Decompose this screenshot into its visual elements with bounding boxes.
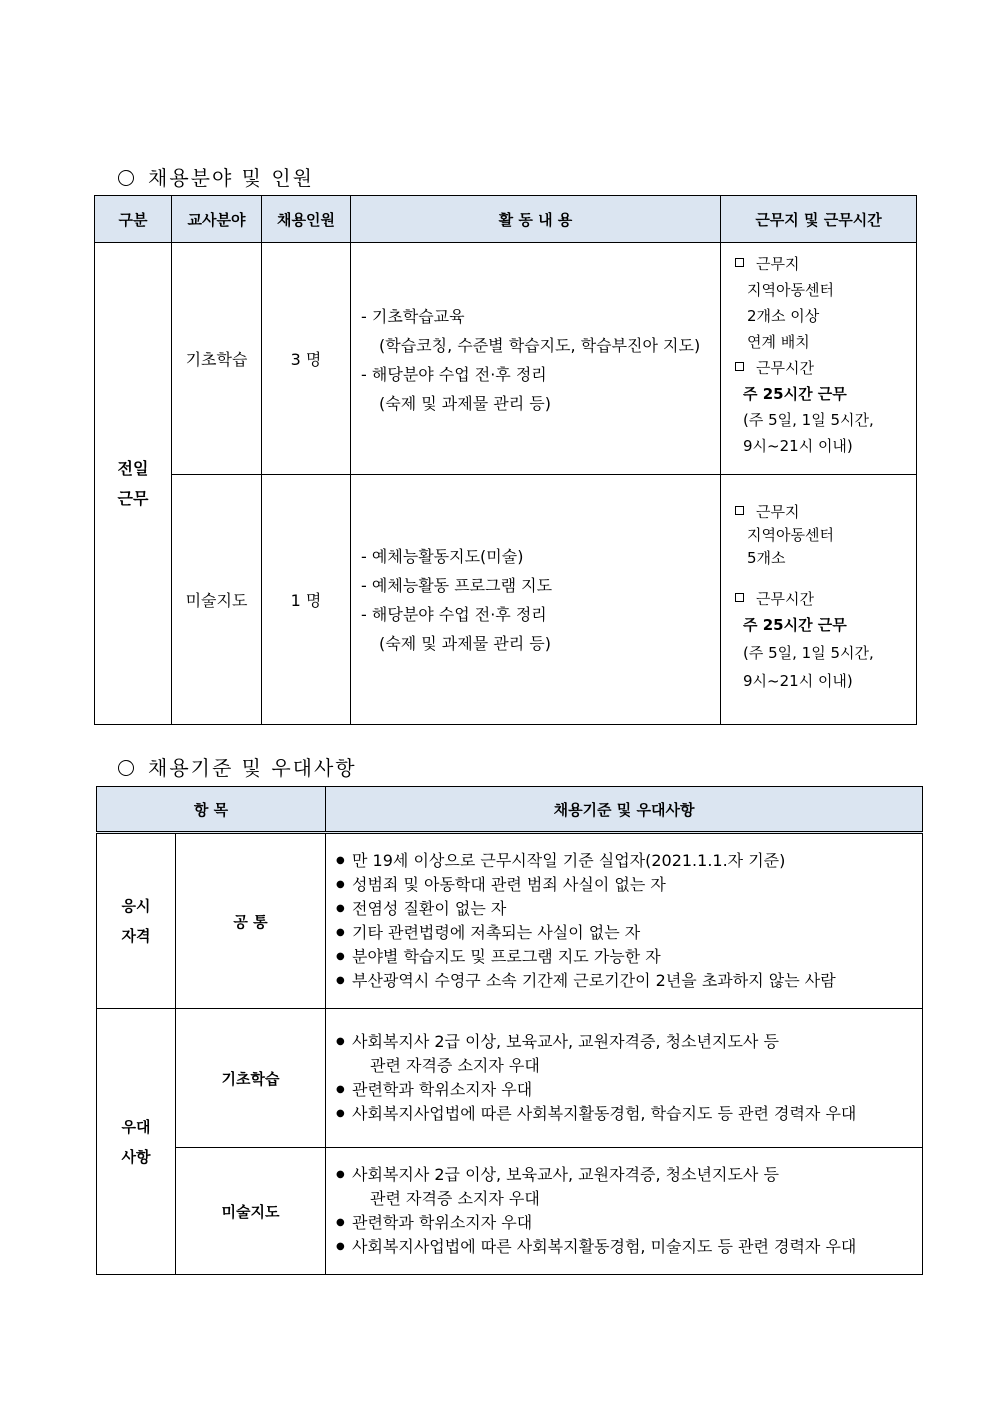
workplace-cell: 근무지 지역아동센터 2개소 이상 연계 배치 근무시간 주 25시간 근무 (주 5일, 1일 5시간, 9시~21시 이내) xyxy=(721,243,917,475)
header-workplace-hours: 근무지 및 근무시간 xyxy=(721,196,917,243)
section1-title: 채용분야 및 인원 xyxy=(118,162,314,191)
table-row xyxy=(97,1009,923,1148)
list-item-continuation: 관련 자격증 소지자 우대 xyxy=(370,1189,540,1208)
activities-cell: - 기초학습교육 (학습코칭, 수준별 학습지도, 학습부진아 지도) - 해당분야 수업 전·후 정리 (숙제 및 과제물 관리 등) xyxy=(351,243,721,475)
criteria-cell xyxy=(326,1148,923,1275)
list-item: ● 성범죄 및 아동학대 관련 범죄 사실이 없는 자 xyxy=(336,873,922,897)
group-apply-qualification: 응시 자격 xyxy=(97,833,176,1009)
circle-bullet-icon xyxy=(118,170,134,186)
list-item: ● 사회복지사 2급 이상, 보육교사, 교원자격증, 청소년지도사 등 xyxy=(336,1030,922,1054)
table-row xyxy=(97,1148,923,1275)
list-item: ● 관련학과 학위소지자 우대 xyxy=(336,1211,922,1235)
table-row xyxy=(97,833,923,1009)
header-item: 항 목 xyxy=(97,787,326,833)
list-item: ● 만 19세 이상으로 근무시작일 기준 실업자(2021.1.1.자 기준) xyxy=(336,849,922,873)
table-row xyxy=(95,243,917,475)
section2-title: 채용기준 및 우대사항 xyxy=(118,752,357,781)
list-item: ● 사회복지사업법에 따른 사회복지활동경험, 학습지도 등 관련 경력자 우대 xyxy=(336,1102,922,1126)
count-cell: 3 명 xyxy=(262,243,351,475)
table-header-row xyxy=(95,196,917,243)
header-activities: 활 동 내 용 xyxy=(351,196,721,243)
field-cell: 기초학습 xyxy=(172,243,262,475)
sub-art-instruction: 미술지도 xyxy=(176,1148,326,1275)
list-item: ● 사회복지사 2급 이상, 보육교사, 교원자격증, 청소년지도사 등 xyxy=(336,1163,922,1187)
list-item: ● 관련학과 학위소지자 우대 xyxy=(336,1078,922,1102)
criteria-cell xyxy=(326,1009,923,1148)
square-bullet-icon xyxy=(735,362,744,371)
group-preference: 우대 사항 xyxy=(97,1009,176,1275)
list-item-continuation: 관련 자격증 소지자 우대 xyxy=(370,1056,540,1075)
header-headcount: 채용인원 xyxy=(262,196,351,243)
field-cell: 미술지도 xyxy=(172,475,262,725)
header-criteria: 채용기준 및 우대사항 xyxy=(326,787,923,833)
square-bullet-icon xyxy=(735,593,744,602)
table-header-row xyxy=(97,787,923,833)
criteria-cell xyxy=(326,833,923,1009)
header-category: 구분 xyxy=(95,196,172,243)
list-item: ● 사회복지사업법에 따른 사회복지활동경험, 미술지도 등 관련 경력자 우대 xyxy=(336,1235,922,1259)
table-row xyxy=(95,475,917,725)
sub-basic-learning: 기초학습 xyxy=(176,1009,326,1148)
list-item: ● 기타 관련법령에 저촉되는 사실이 없는 자 xyxy=(336,921,922,945)
list-item: ● 분야별 학습지도 및 프로그램 지도 가능한 자 xyxy=(336,945,922,969)
recruitment-field-table xyxy=(94,195,917,725)
header-teacher-field: 교사분야 xyxy=(172,196,262,243)
list-item: ● 전염성 질환이 없는 자 xyxy=(336,897,922,921)
activities-cell: - 예체능활동지도(미술) - 예체능활동 프로그램 지도 - 해당분야 수업 전·후 정리 (숙제 및 과제물 관리 등) xyxy=(351,475,721,725)
group-fulltime: 전일 근무 xyxy=(95,243,172,725)
square-bullet-icon xyxy=(735,258,744,267)
circle-bullet-icon xyxy=(118,760,134,776)
square-bullet-icon xyxy=(735,506,744,515)
count-cell: 1 명 xyxy=(262,475,351,725)
workplace-cell: 근무지 지역아동센터 5개소 근무시간 주 25시간 근무 (주 5일, 1일 5시간, 9시~21시 이내) xyxy=(721,475,917,725)
list-item: ● 부산광역시 수영구 소속 기간제 근로기간이 2년을 초과하지 않는 사람 xyxy=(336,969,922,993)
sub-common: 공 통 xyxy=(176,833,326,1009)
criteria-table xyxy=(96,786,923,1275)
